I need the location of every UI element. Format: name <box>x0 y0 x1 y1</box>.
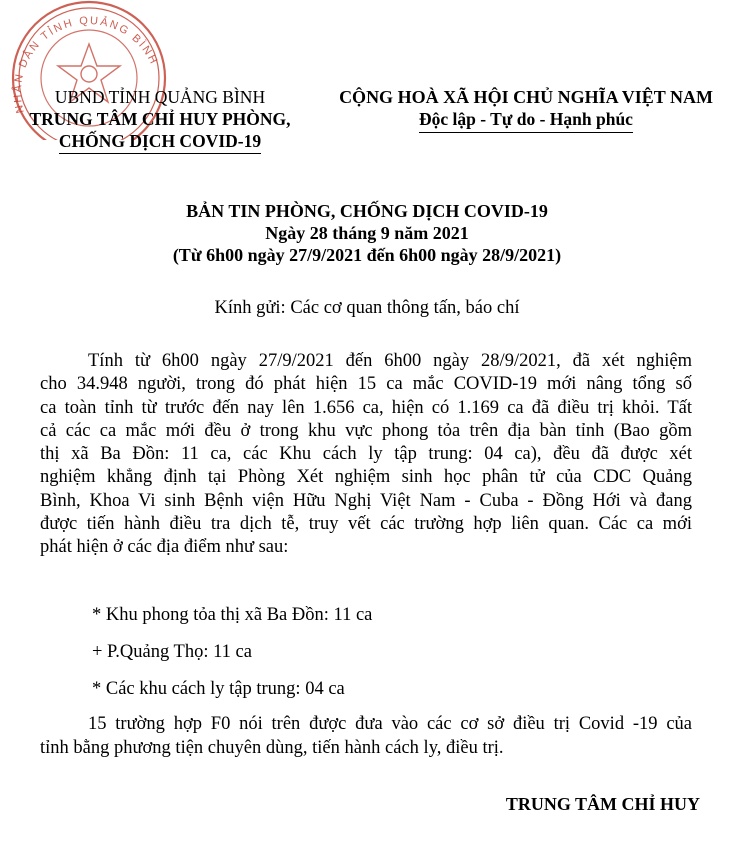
closing-line: 15 trường hợp F0 nói trên được đưa vào các cơ sở điều trị Covid -19 của <box>88 714 692 734</box>
national-motto-block <box>318 86 734 133</box>
signature-block: TRUNG TÂM CHỈ HUY <box>505 794 700 814</box>
issuer-agency: TRUNG TÂM CHỈ HUY PHÒNG, <box>29 109 291 129</box>
body-line: được tiến hành điều tra dịch tễ, truy vết các trường hợp liên quan. Các ca mới <box>40 514 692 535</box>
body-line: thị xã Ba Đồn: 11 ca, các Khu cách ly tập trung: 04 ca), đều đã được xét <box>40 444 692 465</box>
body-line: Tính từ 6h00 ngày 27/9/2021 đến 6h00 ngày 28/9/2021, đã xét nghiệm <box>88 351 692 371</box>
title-date: Ngày 28 tháng 9 năm 2021 <box>265 223 469 243</box>
body-line: Bình, Khoa Vi sinh Bệnh viện Hữu Nghị Việt Nam - Cuba - Đồng Hới và đang <box>40 490 692 511</box>
closing-paragraph <box>40 712 692 760</box>
body-line: ca toàn tỉnh từ trước đến nay lên 1.656 ca, hiện có 1.169 ca đã điều trị khỏi. Tất <box>40 397 692 418</box>
issuer-province: UBND TỈNH QUẢNG BÌNH <box>54 87 266 107</box>
national-motto: Độc lập - Tự do - Hạnh phúc <box>419 108 633 133</box>
list-item: * Các khu cách ly tập trung: 04 ca <box>92 679 345 699</box>
document-title <box>60 200 674 266</box>
body-paragraph <box>40 350 692 560</box>
recipient-line: Kính gửi: Các cơ quan thông tấn, báo chí <box>214 298 520 318</box>
title-period: (Từ 6h00 ngày 27/9/2021 đến 6h00 ngày 28/9/2021) <box>172 245 562 265</box>
body-line: cho 34.948 người, trong đó phát hiện 15 ca mắc COVID-19 mới nâng tổng số <box>40 374 692 395</box>
list-item: * Khu phong tỏa thị xã Ba Đồn: 11 ca <box>92 605 373 625</box>
body-line: nghiệm khẳng định tại Phòng Xét nghiệm sinh học phân tử của CDC Quảng <box>40 467 692 488</box>
national-title: CỘNG HOÀ XÃ HỘI CHỦ NGHĨA VIỆT NAM <box>339 87 713 107</box>
list-item: + P.Quảng Thọ: 11 ca <box>92 642 252 662</box>
body-line: cả các ca mắc mới đều ở trong khu vực phong tỏa trên địa bàn tỉnh (Bao gồm <box>40 420 692 441</box>
closing-line: tỉnh bằng phương tiện chuyên dùng, tiến hành cách ly, điều trị. <box>40 738 504 758</box>
title-main: BẢN TIN PHÒNG, CHỐNG DỊCH COVID-19 <box>186 201 548 221</box>
seal-text: NHÂN DÂN TỈNH QUẢNG BÌNH <box>11 14 161 115</box>
issuer-agency-line2: CHỐNG DỊCH COVID-19 <box>59 130 261 154</box>
body-line: phát hiện ở các địa điểm như sau: <box>40 537 289 558</box>
issuer-block <box>10 86 310 154</box>
